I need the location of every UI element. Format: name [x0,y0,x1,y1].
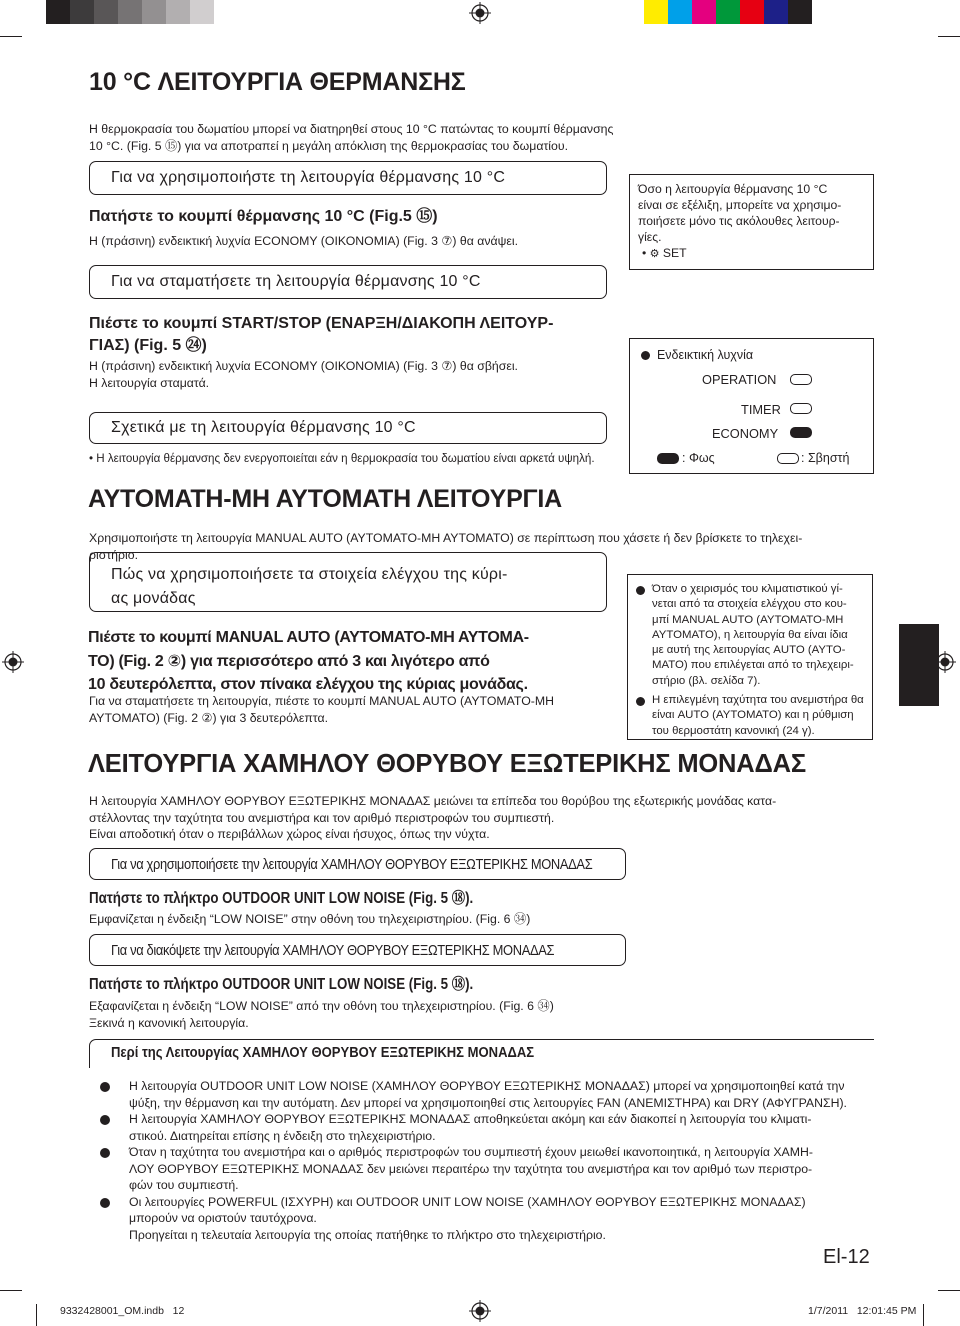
legend-on: : Φως [682,451,715,465]
footer-date: 1/7/2011 12:01:45 PM [808,1305,917,1317]
lamp-on-icon [657,453,679,464]
set-icon: ⚙ [649,248,660,260]
sec2-intro: Χρησιμοποιήστε τη λειτουργία MANUAL AUTO (ΑΥΤΟΜΑΤΟ-ΜΗ ΑΥΤΟΜΑΤΟ) σε περίπτωση που χάσετε ή δεν βρίσκετε το τηλεχει- ριστήριο. [89,531,803,562]
sec1-intro: Η θερμοκρασία του δωματίου μπορεί να διατηρηθεί στους 10 °C πατώντας το κουμπί θέρμανσης 10 °C. (Fig. 5 ⑮) για να αποτραπεί η μεγάλη απόκλιση της θερμοκρασίας του δωματίου. [89,122,614,153]
low-noise-bullet-item: Η λειτουργία ΧΑΜΗΛΟΥ ΘΟΡΥΒΟΥ ΕΞΩΤΕΡΙΚΗΣ ΜΟΝΑΔΑΣ αποθηκεύεται ακόμη και εάν διακοπεί η λειτουργία του κλιματι- στικού. Διατηρείται επίσης η ένδειξη στο τηλεχειριστήριο. [99,1111,889,1144]
box-heading-low-noise-about: Περί της Λειτουργίας ΧΑΜΗΛΟΥ ΘΟΡΥΒΟΥ ΕΞΩΤΕΡΙΚΗΣ ΜΟΝΑΔΑΣ [89,1039,874,1068]
color-swatch [692,0,716,24]
box-heading-stop: Για να σταματήσετε τη λειτουργία θέρμανσης 10 °C [89,265,607,299]
crop-mark [938,36,960,37]
section-title-10c-heating: 10 °C ΛΕΙΤΟΥΡΓΙΑ ΘΕΡΜΑΝΣΗΣ [89,68,466,96]
box-heading-about: Σχετικά με τη λειτουργία θέρμανσης 10 °C [89,412,607,444]
stop-instruction: Πιέστε το κουμπί START/STOP (ΕΝΑΡΞΗ/ΔΙΑΚΟΠΗ ΛΕΙΤΟΥΡ- ΓΙΑΣ) (Fig. 5 ㉔) [89,315,554,354]
use-description: Η (πράσινη) ενδεικτική λυχνία ECONOMY (ΟΙΚΟΝΟΜΙΑ) (Fig. 3 ⑦) θα ανάψει. [89,234,519,248]
color-swatch [740,0,764,24]
low-noise-bullets [99,1078,889,1243]
crop-mark [923,1304,924,1326]
low-noise-bullet-item: Οι λειτουργίες POWERFUL (ΙΣΧΥΡΗ) και OUTDOOR UNIT LOW NOISE (ΧΑΜΗΛΟΥ ΘΟΡΥΒΟΥ ΕΞΩΤΕΡΙΚΗΣ ΜΟΝΑΔΑΣ) μπορούν να οριστούν ταυτόχρονα. Προηγείται η τελευταία λειτουργία της οποίας πατήθηκε το πλήκτρο στο τηλεχειριστήριο. [99,1194,889,1244]
low-noise-bullet-item: Η λειτουργία OUTDOOR UNIT LOW NOISE (ΧΑΜΗΛΟΥ ΘΟΡΥΒΟΥ ΕΞΩΤΕΡΙΚΗΣ ΜΟΝΑΔΑΣ) μπορεί να χρησιμοποιηθεί κατά την ψύξη, την θέρμανση και την αυτόματη. Δεν μπορεί να χρησιμοποιηθεί στις λειτουργίες FAN (ΑΝΕΜΙΣΤΗΡΑ) και DRY (ΑΦΥΓΡΑΝΣΗ). [99,1078,889,1111]
lamp-off-icon [790,374,812,385]
color-swatch [644,0,668,24]
bullet-icon [641,351,650,360]
footer-file: 9332428001_OM.indb 12 [60,1305,185,1317]
page-number: El-12 [823,1246,870,1268]
registration-mark-icon [2,651,24,673]
sec3-intro: Η λειτουργία ΧΑΜΗΛΟΥ ΘΟΡΥΒΟΥ ΕΞΩΤΕΡΙΚΗΣ ΜΟΝΑΔΑΣ μειώνει τα επίπεδα του θορύβου της εξωτερικής μονάδας κατα- στέλλοντας την ταχύτητα του ανεμιστήρα και τον αριθμό περιστροφών του συμπιεστή. Είναι αποδοτική όταν ο περιβάλλων χώρος είναι ήσυχος, όπως την νύχτα. [89,794,777,841]
lamp-on-icon [790,427,812,438]
gray-swatch [166,0,190,24]
registration-mark-icon [469,1300,491,1322]
lamp-operation: OPERATION [702,372,777,387]
low-noise-use-instruction: Πατήστε το πλήκτρο OUTDOOR UNIT LOW NOISE (Fig. 5 ⑱). [89,890,474,907]
use-instruction: Πατήστε το κουμπί θέρμανσης 10 °C (Fig.5 ⑮) [89,208,438,225]
crop-mark [938,1290,960,1291]
color-swatch [764,0,788,24]
color-swatch [668,0,692,24]
crop-mark [0,1290,22,1291]
lamp-off-icon [790,403,812,414]
low-noise-use-text: Εμφανίζεται η ένδειξη “LOW NOISE” στην οθόνη του τηλεχειριστηρίου. (Fig. 6 ㉞) [89,912,531,926]
lamp-off-icon [777,453,799,464]
registration-mark-icon [469,2,491,24]
gray-swatch [142,0,166,24]
low-noise-stop-instruction: Πατήστε το πλήκτρο OUTDOOR UNIT LOW NOISE (Fig. 5 ⑱). [89,976,474,993]
color-swatch [716,0,740,24]
lamp-timer: TIMER [741,402,781,417]
gray-scale-bar [46,0,214,24]
lamp-economy: ECONOMY [712,426,779,441]
low-noise-stop-text: Εξαφανίζεται η ένδειξη “LOW NOISE” από την οθόνη του τηλεχειριστηρίου. (Fig. 6 ㉞) Ξεκινά η κανονική λειτουργία. [89,999,554,1030]
stop-description: Η (πράσινη) ενδεικτική λυχνία ECONOMY (ΟΙΚΟΝΟΜΙΑ) (Fig. 3 ⑦) θα σβήσει. Η λειτουργία σταματά. [89,359,518,390]
note-manual-auto: Όταν ο χειρισμός του κλιματιστικού γί- νεται από τα στοιχεία ελέγχου στο κου- μπί MANUAL AUTO (ΑΥΤΟΜΑΤΟ-ΜΗ ΑΥΤΟΜΑΤΟ), η λειτουργία θα είναι ίδια με αυτή της λειτουργίας AUTO (ΑΥΤΟ- ΜΑΤΟ) που επιλέγεται από το τηλεχειρι- στήριο (βλ. σελίδα 7). Η επιλεγμένη ταχύτητα του ανεμιστήρα θα είναι AUTO (ΑΥΤΟΜΑΤΟ) και η ρύθμιση του θερμοστάτη κανονική (24 γ). [627,574,873,740]
crop-mark [0,36,22,37]
box-heading-use: Για να χρησιμοποιήστε τη λειτουργία θέρμανσης 10 °C [89,161,607,195]
manual-auto-instruction: Πιέστε το κουμπί MANUAL AUTO (ΑΥΤΟΜΑΤΟ-ΜΗ ΑΥΤΟΜΑ- ΤΟ) (Fig. 2 ②) για περισσότερο από 3 και λιγότερο από 10 δευτερόλεπτα, στον πίνακα ελέγχου της κύριας μονάδας. [88,629,529,693]
low-noise-bullet-item: Όταν η ταχύτητα του ανεμιστήρα και ο αριθμός περιστροφών του συμπιεστή έχουν μειωθεί ικανοποιητικά, η λειτουργία ΧΑΜΗ- ΛΟΥ ΘΟΡΥΒΟΥ ΕΞΩΤΕΡΙΚΗΣ ΜΟΝΑΔΑΣ δεν μειώνει περαιτέρω την ταχύτητα του ανεμιστήρα και τον αριθμό των περιστρο- φών του συμπιεστή. [99,1144,889,1194]
note-allowed-functions: Όσο η λειτουργία θέρμανσης 10 °C είναι σε εξέλιξη, μπορείτε να χρησιμο- ποιήσετε μόνο τις ακόλουθες λειτουρ- γίες. • ⚙ SET [629,174,874,270]
crop-mark [36,1304,37,1326]
about-bullet: • Η λειτουργία θέρμανσης δεν ενεργοποιείται εάν η θερμοκρασία του δωματίου είναι αρκετά υψηλή. [89,452,595,465]
indicator-lamp-box: Ενδεικτική λυχνία OPERATION TIMER ECONOMY : Φως : Σβηστή [629,338,874,474]
box-heading-main-unit-controls: Πώς να χρησιμοποιήσετε τα στοιχεία ελέγχου της κύρι- ας μονάδας [89,552,607,612]
gray-swatch [70,0,94,24]
color-swatch [788,0,812,24]
gray-swatch [190,0,214,24]
gray-swatch [46,0,70,24]
box-heading-low-noise-stop: Για να διακόψετε την λειτουργία ΧΑΜΗΛΟΥ ΘΟΡΥΒΟΥ ΕΞΩΤΕΡΙΚΗΣ ΜΟΝΑΔΑΣ [89,934,626,966]
legend-off: : Σβηστή [801,451,850,465]
section-tab [899,624,939,706]
section-title-manual-auto: ΑΥΤΟΜΑΤΗ-ΜΗ ΑΥΤΟΜΑΤΗ ΛΕΙΤΟΥΡΓΙΑ [88,485,562,513]
gray-swatch [94,0,118,24]
manual-auto-stop-text: Για να σταματήσετε τη λειτουργία, πιέστε το κουμπί MANUAL AUTO (ΑΥΤΟΜΑΤΟ-ΜΗ ΑΥΤΟΜΑΤΟ) (Fig. 2 ②) για 3 δευτερόλεπτα. [89,694,555,725]
box-heading-low-noise-use: Για να χρησιμοποιήσετε την λειτουργία ΧΑΜΗΛΟΥ ΘΟΡΥΒΟΥ ΕΞΩΤΕΡΙΚΗΣ ΜΟΝΑΔΑΣ [89,848,626,880]
process-color-bar [644,0,812,24]
gray-swatch [118,0,142,24]
section-title-low-noise: ΛΕΙΤΟΥΡΓΙΑ ΧΑΜΗΛΟΥ ΘΟΡΥΒΟΥ ΕΞΩΤΕΡΙΚΗΣ ΜΟΝΑΔΑΣ [88,750,806,778]
